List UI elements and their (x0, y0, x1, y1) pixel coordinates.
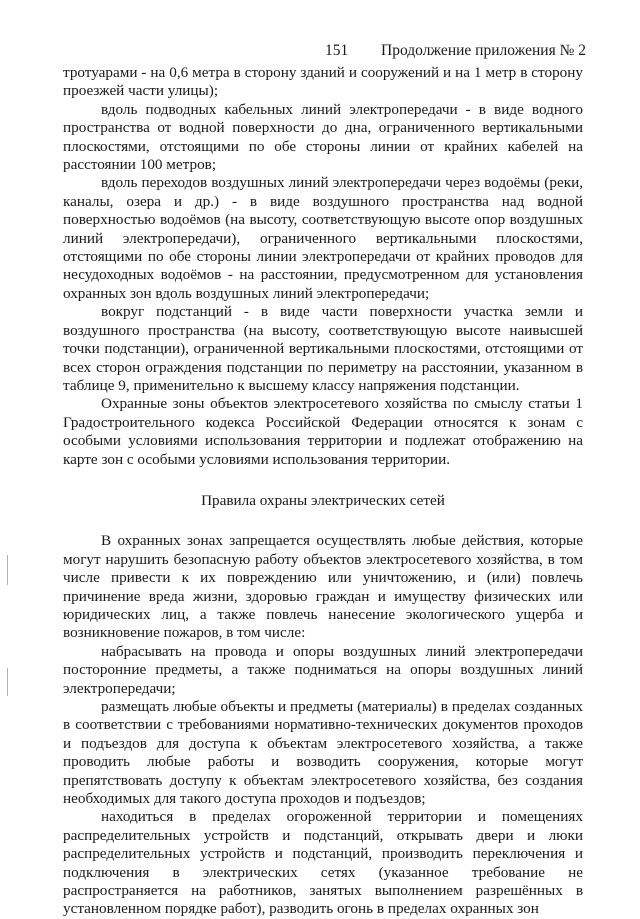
paragraph: В охранных зонах запрещается осуществлять любые действия, которые могут нарушить безопасную работу объектов электросетевого хозяйства, в том числе привести к их повреждению или уничтожению, и (или) повлечь причинение вреда жизни, здоровью граждан и имуществу физических или юридических лиц, а также повлечь нанесение экологического ущерба и возникновение пожаров, в том числе: (63, 532, 583, 642)
document-body (63, 64, 583, 919)
paragraph: вокруг подстанций - в виде части поверхности участка земли и воздушного пространства (на высоту, соответствующую высоте наивысшей точки подстанции), ограниченной вертикальными плоскостями, отстоящими от всех сторон ограждения подстанции по периметру на расстоянии, указанном в таблице 9, применительно к высшему классу напряжения подстанции. (63, 303, 583, 394)
paragraph: размещать любые объекты и предметы (материалы) в пределах созданных в соответствии с требованиями нормативно-технических документов проходов и подъездов для доступа к объектам электросетевого хозяйства, а также проводить любые работы и возводить сооружения, которые могут препятствовать доступу к объектам электросетевого хозяйства, без создания необходимых для такого доступа проходов и подъездов; (63, 698, 583, 808)
paragraph: вдоль подводных кабельных линий электропередачи - в виде водного пространства от водной поверхности до дна, ограниченного вертикальными плоскостями, отстоящими по обе стороны линии от крайних кабелей на расстоянии 100 метров; (63, 100, 583, 174)
paragraph: Охранные зоны объектов электросетевого хозяйства по смыслу статьи 1 Градостроительного кодекса Российской Федерации относятся к зонам с особыми условиями использования территории и подлежат отображению на карте зон с особыми условиями использования территории. (63, 395, 583, 468)
page-number: 151 (325, 42, 349, 59)
scan-margin-mark (7, 555, 8, 585)
appendix-label: Продолжение приложения № 2 (381, 42, 586, 59)
paragraph: находиться в пределах огороженной территории и помещениях распределительных устройств и подстанций, открывать двери и люки распределительных устройств и подстанций, производить переключения и подключения в электрических сетях (указанное требование не распространяется на работников, занятых выполнением разрешённых в установленном порядке работ), разводить огонь в пределах охранных зон (63, 808, 583, 918)
paragraph: вдоль переходов воздушных линий электропередачи через водоёмы (реки, каналы, озера и др.) - в виде воздушного пространства над водной поверхностью водоёмов (на высоту, соответствующую высоте опор воздушных линий электропередачи), ограниченного вертикальными плоскостями, отстоящими по обе стороны линии электропередачи от крайних проводов для несудоходных водоёмов - на расстоянии, предусмотренном для установления охранных зон вдоль воздушных линий электропередачи; (63, 174, 583, 302)
section-title: Правила охраны электрических сетей (201, 491, 445, 509)
page-header (60, 42, 586, 64)
scan-margin-mark (7, 668, 8, 696)
paragraph: набрасывать на провода и опоры воздушных линий электропередачи посторонние предметы, а также подниматься на опоры воздушных линий электропередачи; (63, 642, 583, 697)
paragraph: тротуарами - на 0,6 метра в сторону зданий и сооружений и на 1 метр в сторону проезжей части улицы); (63, 64, 583, 100)
